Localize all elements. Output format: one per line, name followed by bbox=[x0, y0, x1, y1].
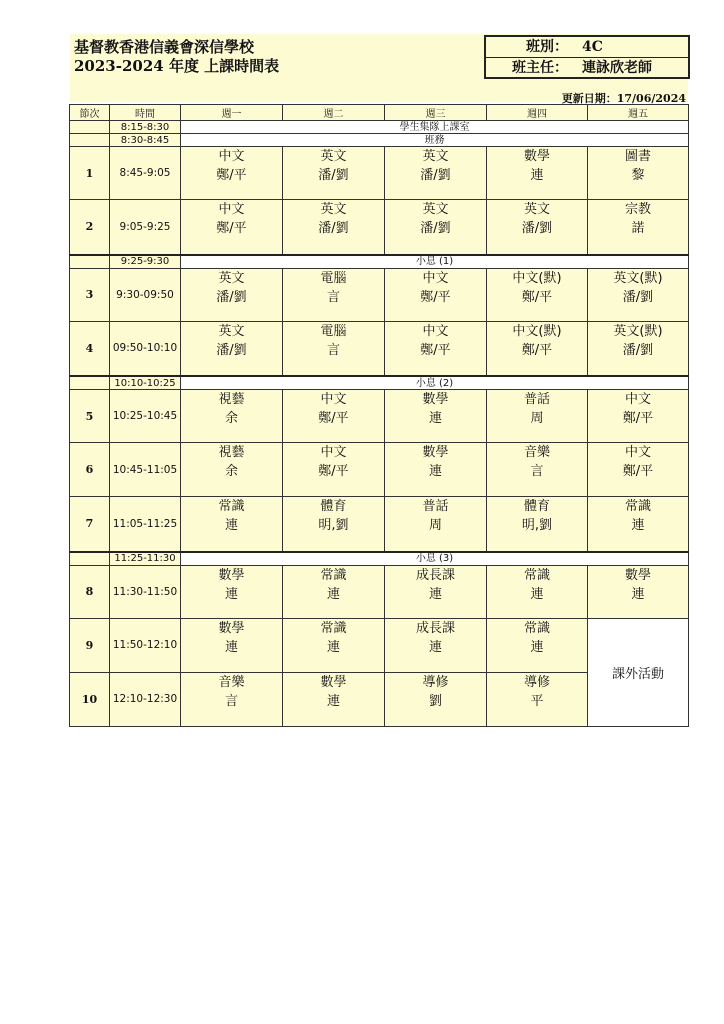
lesson-cell bbox=[588, 565, 689, 618]
update-date: 更新日期：17/06/2024 bbox=[561, 92, 686, 105]
subject: 英文 bbox=[422, 202, 449, 217]
teacher: 鄭/平 bbox=[420, 342, 451, 358]
slot-label: 小息 (1) bbox=[181, 255, 689, 269]
period-time: 9:05-9:25 bbox=[110, 200, 181, 255]
lesson-cell bbox=[283, 618, 385, 672]
subject: 圖書 bbox=[624, 149, 651, 164]
assembly-row bbox=[70, 121, 689, 134]
lesson-cell bbox=[385, 443, 487, 497]
period-row bbox=[70, 565, 689, 618]
timetable bbox=[69, 104, 689, 727]
lesson-cell bbox=[487, 200, 588, 255]
teacher: 潘/劉 bbox=[521, 221, 553, 236]
subject: 中文 bbox=[624, 445, 651, 460]
lesson-cell bbox=[283, 565, 385, 618]
period-number: 6 bbox=[70, 443, 110, 497]
extracurricular-cell: 課外活動 bbox=[588, 618, 689, 726]
lesson-cell bbox=[283, 147, 385, 200]
slot-time: 8:15-8:30 bbox=[110, 121, 181, 134]
lesson-cell bbox=[588, 497, 689, 552]
subject: 常識 bbox=[624, 499, 651, 514]
teacher: 鄭/平 bbox=[216, 221, 247, 236]
period-number: 10 bbox=[70, 672, 110, 726]
teacher: 諾 bbox=[631, 221, 645, 236]
teacher: 劉 bbox=[428, 693, 442, 709]
lesson-cell bbox=[588, 268, 689, 321]
subject: 常識 bbox=[523, 620, 550, 636]
slot-blank bbox=[70, 255, 110, 269]
period-number: 5 bbox=[70, 390, 110, 443]
subject: 數學 bbox=[218, 620, 245, 636]
subject: 英文(默) bbox=[613, 323, 663, 339]
slot-label: 小息 (3) bbox=[181, 552, 689, 566]
subject: 中文(默) bbox=[512, 323, 562, 339]
teacher: 鄭/平 bbox=[622, 464, 654, 479]
subject: 視藝 bbox=[218, 445, 245, 460]
subject: 視藝 bbox=[218, 392, 245, 407]
lesson-cell bbox=[181, 147, 283, 200]
slot-label: 學生集隊上課室 bbox=[181, 121, 689, 134]
school-name: 基督教香港信義會深信學校 bbox=[74, 38, 255, 56]
lesson-cell bbox=[487, 672, 588, 726]
break-row bbox=[70, 255, 689, 269]
teacher: 連 bbox=[224, 639, 238, 655]
lesson-cell bbox=[181, 497, 283, 552]
slot-time: 10:10-10:25 bbox=[110, 376, 181, 390]
lesson-cell bbox=[588, 200, 689, 255]
subject: 數學 bbox=[523, 149, 550, 164]
teacher: 潘/劉 bbox=[622, 289, 654, 305]
teacher: 連 bbox=[326, 586, 340, 602]
subject: 常識 bbox=[218, 499, 245, 514]
subject: 英文 bbox=[218, 323, 245, 339]
teacher: 言 bbox=[224, 693, 238, 709]
subject: 普話 bbox=[523, 392, 550, 407]
subject: 中文 bbox=[422, 323, 449, 339]
period-row bbox=[70, 268, 689, 321]
teacher: 連 bbox=[631, 586, 645, 602]
lesson-cell bbox=[588, 147, 689, 200]
teacher: 鄭/平 bbox=[216, 168, 247, 183]
subject: 導修 bbox=[523, 674, 550, 690]
teacher: 連 bbox=[530, 639, 544, 655]
lesson-cell bbox=[487, 443, 588, 497]
lesson-cell bbox=[385, 618, 487, 672]
slot-blank bbox=[70, 552, 110, 566]
subject: 中文 bbox=[218, 149, 245, 164]
lesson-cell bbox=[487, 390, 588, 443]
teacher-label: 班主任： bbox=[512, 60, 568, 76]
period-row bbox=[70, 147, 689, 200]
teacher: 潘/劉 bbox=[216, 289, 247, 305]
lesson-cell bbox=[283, 268, 385, 321]
teacher: 鄭/平 bbox=[318, 464, 349, 479]
subject: 成長課 bbox=[415, 567, 455, 583]
period-number: 9 bbox=[70, 618, 110, 672]
teacher: 鄭/平 bbox=[420, 289, 451, 305]
subject: 成長課 bbox=[415, 620, 455, 636]
period-row bbox=[70, 618, 689, 672]
lesson-cell bbox=[283, 497, 385, 552]
lesson-cell bbox=[283, 200, 385, 255]
subject: 中文 bbox=[624, 392, 651, 407]
subject: 中文 bbox=[320, 392, 347, 407]
lesson-cell bbox=[283, 390, 385, 443]
period-time: 10:45-11:05 bbox=[110, 443, 181, 497]
break-row bbox=[70, 552, 689, 566]
lesson-cell bbox=[487, 565, 588, 618]
teacher: 言 bbox=[326, 289, 340, 305]
lesson-cell bbox=[385, 497, 487, 552]
period-number: 7 bbox=[70, 497, 110, 552]
period-time: 10:25-10:45 bbox=[110, 390, 181, 443]
subject: 英文(默) bbox=[613, 270, 663, 286]
teacher: 平 bbox=[530, 693, 544, 709]
teacher-row bbox=[486, 57, 688, 78]
lesson-cell bbox=[181, 672, 283, 726]
column-header: 時間 bbox=[110, 105, 181, 121]
teacher: 言 bbox=[530, 464, 544, 479]
period-row bbox=[70, 497, 689, 552]
teacher: 連 bbox=[428, 411, 442, 426]
subject: 數學 bbox=[422, 445, 449, 460]
subject: 音樂 bbox=[523, 445, 550, 460]
subject: 常識 bbox=[523, 567, 550, 583]
teacher: 周 bbox=[428, 518, 442, 533]
lesson-cell bbox=[181, 390, 283, 443]
lesson-cell bbox=[487, 618, 588, 672]
period-row bbox=[70, 321, 689, 376]
subject: 中文 bbox=[218, 202, 245, 217]
lesson-cell bbox=[181, 443, 283, 497]
teacher: 潘/劉 bbox=[318, 168, 349, 183]
slot-blank bbox=[70, 134, 110, 147]
lesson-cell bbox=[588, 321, 689, 376]
class-label: 班別： bbox=[526, 39, 568, 55]
teacher: 連 bbox=[428, 586, 442, 602]
lesson-cell bbox=[283, 672, 385, 726]
slot-label: 小息 (2) bbox=[181, 376, 689, 390]
period-time: 11:05-11:25 bbox=[110, 497, 181, 552]
lesson-cell bbox=[588, 443, 689, 497]
teacher: 言 bbox=[326, 342, 340, 358]
lesson-cell bbox=[487, 268, 588, 321]
teacher: 黎 bbox=[631, 168, 645, 183]
teacher: 余 bbox=[224, 464, 238, 479]
column-header: 節次 bbox=[70, 105, 110, 121]
lesson-cell bbox=[181, 200, 283, 255]
period-time: 11:30-11:50 bbox=[110, 565, 181, 618]
slot-time: 11:25-11:30 bbox=[110, 552, 181, 566]
lesson-cell bbox=[487, 497, 588, 552]
period-number: 1 bbox=[70, 147, 110, 200]
teacher: 連 bbox=[428, 639, 442, 655]
lesson-cell bbox=[181, 268, 283, 321]
class-value: 4C bbox=[582, 39, 603, 55]
subject: 英文 bbox=[218, 270, 245, 286]
period-number: 3 bbox=[70, 268, 110, 321]
period-time: 09:50-10:10 bbox=[110, 321, 181, 376]
teacher: 連 bbox=[530, 168, 544, 183]
teacher: 潘/劉 bbox=[420, 221, 451, 236]
lesson-cell bbox=[181, 321, 283, 376]
lesson-cell bbox=[385, 268, 487, 321]
lesson-cell bbox=[283, 443, 385, 497]
column-header: 週一 bbox=[181, 105, 283, 121]
period-time: 11:50-12:10 bbox=[110, 618, 181, 672]
subject: 數學 bbox=[218, 567, 245, 583]
subject: 數學 bbox=[422, 392, 449, 407]
slot-time: 8:30-8:45 bbox=[110, 134, 181, 147]
column-header: 週二 bbox=[283, 105, 385, 121]
column-header: 週四 bbox=[487, 105, 588, 121]
teacher: 連 bbox=[530, 586, 544, 602]
lesson-cell bbox=[283, 321, 385, 376]
teacher: 潘/劉 bbox=[420, 168, 451, 183]
teacher: 潘/劉 bbox=[216, 342, 247, 358]
subject: 常識 bbox=[320, 567, 347, 583]
subject: 體育 bbox=[523, 499, 550, 514]
subject: 電腦 bbox=[320, 270, 347, 286]
subject: 英文 bbox=[320, 202, 347, 217]
period-time: 9:30-09:50 bbox=[110, 268, 181, 321]
teacher: 周 bbox=[530, 411, 544, 426]
subject: 數學 bbox=[320, 674, 347, 690]
lesson-cell bbox=[588, 390, 689, 443]
period-row bbox=[70, 443, 689, 497]
lesson-cell bbox=[385, 321, 487, 376]
subject: 體育 bbox=[320, 499, 347, 514]
teacher: 連 bbox=[631, 518, 645, 533]
subject: 普話 bbox=[422, 499, 449, 514]
teacher: 鄭/平 bbox=[521, 342, 553, 358]
teacher: 鄭/平 bbox=[318, 411, 349, 426]
subject: 中文 bbox=[320, 445, 347, 460]
class-affairs-row bbox=[70, 134, 689, 147]
period-row bbox=[70, 200, 689, 255]
period-number: 4 bbox=[70, 321, 110, 376]
teacher: 潘/劉 bbox=[622, 342, 654, 358]
teacher: 連 bbox=[428, 464, 442, 479]
subject: 音樂 bbox=[218, 674, 245, 690]
period-number: 8 bbox=[70, 565, 110, 618]
class-info-box bbox=[484, 35, 690, 79]
column-header: 週三 bbox=[385, 105, 487, 121]
lesson-cell bbox=[385, 390, 487, 443]
lesson-cell bbox=[385, 565, 487, 618]
lesson-cell bbox=[385, 200, 487, 255]
school-title bbox=[74, 38, 279, 76]
slot-blank bbox=[70, 121, 110, 134]
subject: 常識 bbox=[320, 620, 347, 636]
lesson-cell bbox=[181, 618, 283, 672]
period-row bbox=[70, 390, 689, 443]
teacher-value: 連詠欣老師 bbox=[582, 60, 652, 76]
subject: 英文 bbox=[523, 202, 550, 217]
school-year: 2023-2024 年度 上課時間表 bbox=[74, 57, 280, 75]
subject: 數學 bbox=[624, 567, 651, 583]
teacher: 連 bbox=[224, 586, 238, 602]
period-time: 8:45-9:05 bbox=[110, 147, 181, 200]
teacher: 余 bbox=[224, 411, 238, 426]
teacher: 明,劉 bbox=[318, 518, 349, 533]
subject: 英文 bbox=[422, 149, 449, 164]
subject: 電腦 bbox=[320, 323, 347, 339]
subject: 導修 bbox=[422, 674, 449, 690]
slot-blank bbox=[70, 376, 110, 390]
subject: 中文(默) bbox=[512, 270, 562, 286]
lesson-cell bbox=[181, 565, 283, 618]
teacher: 連 bbox=[326, 693, 340, 709]
teacher: 連 bbox=[326, 639, 340, 655]
break-row bbox=[70, 376, 689, 390]
lesson-cell bbox=[385, 147, 487, 200]
slot-time: 9:25-9:30 bbox=[110, 255, 181, 269]
teacher: 潘/劉 bbox=[318, 221, 349, 236]
teacher: 鄭/平 bbox=[521, 289, 553, 305]
slot-label: 班務 bbox=[181, 134, 689, 147]
period-number: 2 bbox=[70, 200, 110, 255]
lesson-cell bbox=[385, 672, 487, 726]
subject: 中文 bbox=[422, 270, 449, 286]
lesson-cell bbox=[487, 147, 588, 200]
lesson-cell bbox=[487, 321, 588, 376]
column-header: 週五 bbox=[588, 105, 689, 121]
period-time: 12:10-12:30 bbox=[110, 672, 181, 726]
class-row bbox=[486, 37, 688, 57]
header-row bbox=[70, 105, 689, 121]
subject: 英文 bbox=[320, 149, 347, 164]
subject: 宗教 bbox=[624, 202, 651, 217]
teacher: 明,劉 bbox=[521, 518, 553, 533]
teacher: 鄭/平 bbox=[622, 411, 654, 426]
teacher: 連 bbox=[224, 518, 238, 533]
